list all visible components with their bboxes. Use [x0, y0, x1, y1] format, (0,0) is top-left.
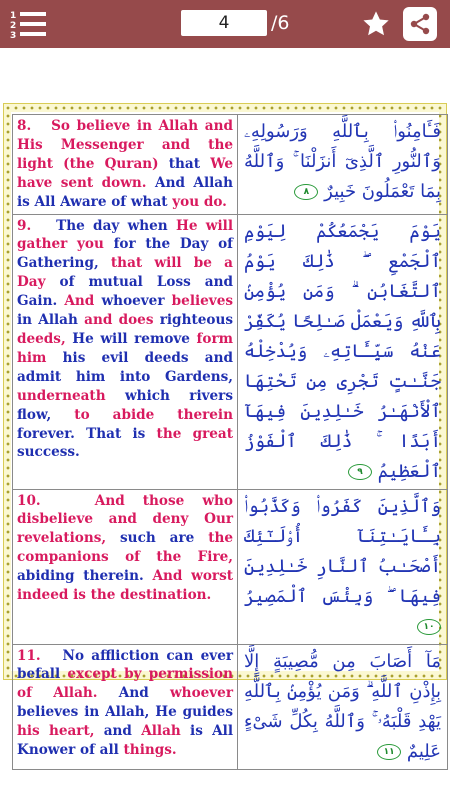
- translation-segment: and the light (the Quran): [17, 136, 233, 172]
- translation-segment: abiding therein.: [17, 568, 153, 585]
- translation-segment: And those who disbelieve and deny: [17, 492, 233, 528]
- translation-segment: Our revelations,: [17, 511, 233, 547]
- translation-segment: the great: [156, 425, 233, 442]
- translation-segment: We have sent down.: [17, 155, 233, 191]
- translation-segment: believes in Allah,: [17, 704, 156, 721]
- translation-segment: such are: [120, 530, 209, 547]
- translation-segment: and does: [84, 312, 160, 329]
- translation-segment: He will gather you: [17, 217, 233, 253]
- translation-segment: his evil deeds and admit him into Gardens,: [17, 349, 233, 385]
- verse-row: [13, 489, 448, 644]
- verse-translation: [13, 115, 238, 215]
- arabic-segment: يَوْمَ يَجْمَعُكُمْ لِيَوْمِ ٱلْجَمْعِ ۖ ذَٰلِكَ يَوْمُ ٱلتَّغَابُنِ ۗ وَمَن يُؤْمِنۢ بِٱللَّهِ وَيَعْمَلْ صَـٰلِحًا يُكَفِّرْ عَنْهُ سَيِّـَٔاتِهِۦ وَيُدْخِلْهُ جَنَّـٰتٍ تَجْرِى مِن تَحْتِهَا ٱلْأَنْهَـٰرُ خَـٰلِدِينَ فِيهَآ أَبَدًا ۚ ذَٰلِكَ ٱلْفَوْزُ ٱلْعَظِيمُ: [244, 220, 441, 482]
- translation-segment: And Allah is All Aware of what: [17, 174, 233, 210]
- translation-segment: He will remove: [72, 330, 197, 347]
- translation-segment: And: [64, 293, 102, 310]
- translation-segment: Allah: [141, 723, 191, 740]
- top-toolbar: [0, 0, 450, 48]
- translation-segment: He guides: [155, 704, 233, 721]
- translation-segment: So believe in Allah and His Messenger: [17, 118, 233, 153]
- translation-segment: his heart,: [17, 723, 104, 740]
- translation-segment: whoever: [169, 685, 233, 702]
- translation-segment: righteous: [159, 312, 233, 329]
- translation-segment: No affliction can ever befall: [17, 647, 234, 683]
- svg-text:2: 2: [10, 21, 17, 31]
- verse-row: [13, 644, 448, 769]
- share-icon[interactable]: [403, 7, 437, 41]
- translation-segment: that will be a Day: [17, 255, 233, 291]
- verse-translation: [13, 489, 238, 644]
- translation-segment: which rivers flow,: [17, 387, 233, 423]
- translation-segment: The day when: [56, 217, 176, 234]
- verse-end-marker-icon: ١٠: [417, 619, 441, 635]
- translation-segment: you do.: [172, 193, 227, 210]
- translation-segment: that: [168, 155, 211, 172]
- page-number-input[interactable]: 4: [181, 10, 267, 36]
- translation-segment: of mutual Loss and Gain.: [17, 274, 233, 310]
- translation-segment: success.: [17, 444, 80, 461]
- list-numbered-icon[interactable]: [8, 8, 48, 40]
- translation-segment: underneath: [17, 387, 125, 404]
- svg-text:3: 3: [10, 31, 17, 40]
- arabic-segment: مَآ أَصَابَ مِن مُّصِيبَةٍ إِلَّا بِإِذْنِ ٱللَّهِ ۗ وَمَن يُؤْمِنۢ بِٱللَّهِ يَهْدِ قَلْبَهُۥ ۚ وَٱللَّهُ بِكُلِّ شَىْءٍ عَلِيمٌ: [244, 650, 441, 762]
- translation-segment: And: [118, 685, 170, 702]
- translation-segment: deeds,: [17, 330, 73, 347]
- verse-number: 9.: [17, 217, 32, 234]
- translation-segment: form him: [17, 330, 233, 366]
- verse-translation: [13, 214, 238, 489]
- verse-arabic: [238, 214, 448, 489]
- verse-number: 8.: [17, 118, 32, 134]
- translation-segment: is All Knower of all: [17, 723, 233, 759]
- verse-row: [13, 214, 448, 489]
- translation-segment: believes: [171, 293, 234, 310]
- translation-segment: things.: [123, 742, 177, 759]
- verse-table: [12, 114, 448, 770]
- star-icon[interactable]: [360, 8, 392, 40]
- svg-text:1: 1: [10, 11, 17, 21]
- translation-segment: forever. That is: [17, 425, 157, 442]
- verse-arabic: [238, 115, 448, 215]
- verse-end-marker-icon: ٨: [294, 184, 318, 200]
- translation-segment: to abide therein: [74, 406, 233, 423]
- page-total: /6: [271, 12, 290, 34]
- verse-number: 11.: [17, 647, 41, 664]
- verse-translation: [13, 644, 238, 769]
- translation-segment: the companions of the Fire,: [17, 530, 233, 566]
- verse-row: [13, 115, 448, 215]
- verse-end-marker-icon: ١١: [377, 744, 401, 760]
- translation-segment: And worst indeed is the destination.: [17, 568, 234, 604]
- translation-segment: except by permission of Allah.: [17, 666, 233, 702]
- verse-arabic: [238, 489, 448, 644]
- arabic-segment: فَـَٔامِنُوا۟ بِٱللَّهِ وَرَسُولِهِۦ وَٱلنُّورِ ٱلَّذِىٓ أَنزَلْنَا ۚ وَٱللَّهُ بِمَا تَعْمَلُونَ خَبِيرٌ: [244, 121, 441, 202]
- verse-arabic: [238, 644, 448, 769]
- verse-number: 10.: [17, 492, 41, 509]
- arabic-segment: وَٱلَّذِينَ كَفَرُوا۟ وَكَذَّبُوا۟ بِـَٔايَـٰتِنَآ أُو۟لَـٰٓئِكَ أَصْحَـٰبُ ٱلنَّارِ خَـٰلِدِينَ فِيهَا ۖ وَبِئْسَ ٱلْمَصِيرُ: [244, 495, 441, 607]
- translation-segment: in Allah: [17, 312, 85, 329]
- translation-segment: whoever: [101, 293, 172, 310]
- verse-end-marker-icon: ٩: [348, 464, 372, 480]
- translation-segment: and: [103, 723, 142, 740]
- translation-segment: for the Day of Gathering,: [17, 236, 233, 272]
